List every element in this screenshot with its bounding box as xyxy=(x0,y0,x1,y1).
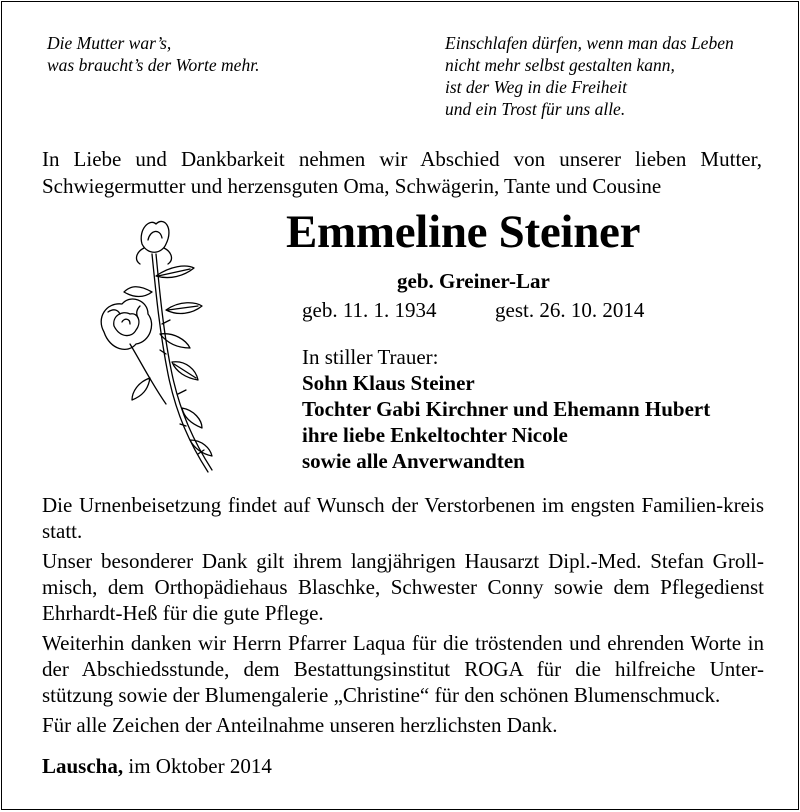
poem-line: ist der Weg in die Freiheit xyxy=(445,77,627,97)
birth-date: geb. 11. 1. 1934 xyxy=(302,298,437,322)
poem-line: was braucht’s der Worte mehr. xyxy=(47,55,260,75)
mourner: sowie alle Anverwandten xyxy=(302,449,525,473)
poem-line: Einschlafen dürfen, wenn man das Leben xyxy=(445,33,734,53)
poem-left xyxy=(47,32,259,76)
closing-paragraph: Für alle Zeichen der Anteilnahme unseren herzlichsten Dank. xyxy=(42,713,558,737)
mourner: Sohn Klaus Steiner xyxy=(302,371,475,395)
poem-line: und ein Trost für uns alle. xyxy=(445,99,626,119)
rose-illustration xyxy=(90,214,240,479)
poem-line: nicht mehr selbst gestalten kann, xyxy=(445,55,675,75)
obituary-notice xyxy=(1,1,799,810)
signoff xyxy=(42,752,272,780)
burial-paragraph: Die Urnenbeisetzung findet auf Wunsch der Verstorbenen im engsten Familien-kreis statt. xyxy=(42,493,764,543)
signoff-place: Lauscha, xyxy=(42,754,124,778)
death-date: gest. 26. 10. 2014 xyxy=(495,298,645,322)
mourner: Tochter Gabi Kirchner und Ehemann Hubert xyxy=(302,397,711,421)
intro-text: In Liebe und Dankbarkeit nehmen wir Abschied von unserer lieben Mutter, Schwiegermutter und herzensguten Oma, Schwägerin, Tante und Cousine xyxy=(42,147,762,198)
mourning-label: In stiller Trauer: xyxy=(302,345,439,369)
maiden-name: geb. Greiner-Lar xyxy=(397,269,550,293)
poem-right xyxy=(445,32,734,120)
mourners-block xyxy=(302,344,710,474)
mourner: ihre liebe Enkeltochter Nicole xyxy=(302,423,568,447)
thanks-paragraph: Weiterhin danken wir Herrn Pfarrer Laqua für die tröstenden und ehrenden Worte in der Abschiedsstunde, dem Bestattungsinstitut ROGA für die hilfreiche Unter-stützung sowie der Blumengalerie „Christine“ für den schönen Blumenschmuck. xyxy=(42,631,764,707)
poem-line: Die Mutter war’s, xyxy=(47,33,172,53)
signoff-date: im Oktober 2014 xyxy=(128,754,272,778)
thanks-paragraph: Unser besonderer Dank gilt ihrem langjährigen Hausarzt Dipl.-Med. Stefan Groll-misch, dem Orthopädiehaus Blaschke, Schwester Conny sowie dem Pflegedienst Ehrhardt-Heß für die gute Pflege. xyxy=(42,549,764,625)
deceased-name: Emmeline Steiner xyxy=(286,206,641,258)
body-text xyxy=(42,492,764,742)
